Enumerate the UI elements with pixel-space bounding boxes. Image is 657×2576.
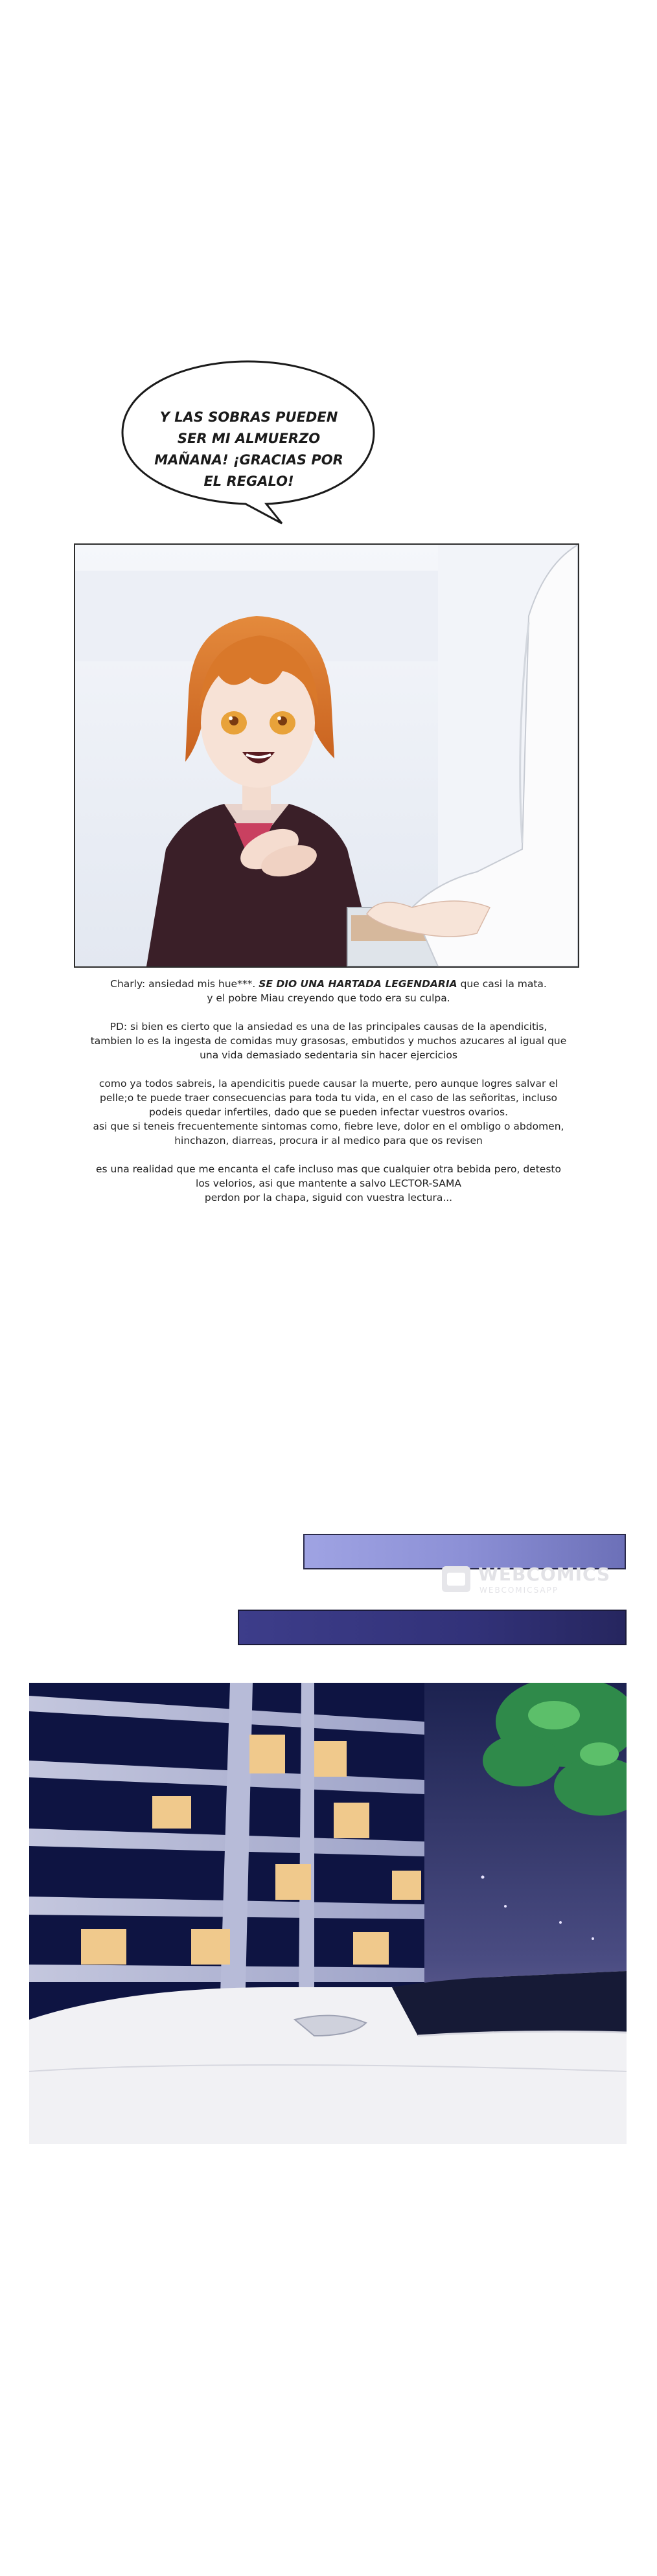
watermark-subtext: WEBCOMICSAPP xyxy=(479,1586,559,1595)
translator-notes xyxy=(78,977,579,1219)
night-building-car-illustration xyxy=(29,1683,627,2144)
note-paragraph xyxy=(78,977,579,1005)
note-text: podeis quedar infertiles, dado que se pueden infectar vuestros ovarios. xyxy=(148,1106,509,1118)
note-text: una vida demasiado sedentaria sin hacer ejercicios xyxy=(200,1049,457,1061)
note-text: PD: si bien es cierto que la ansiedad es una de las principales causas de la apendicitis, xyxy=(110,1021,548,1032)
watermark-brand: WEBCOMICS xyxy=(478,1564,611,1585)
note-emphasis: SE DIO UNA HARTADA LEGENDARIA xyxy=(259,978,457,990)
bubble-line: Y LAS SOBRAS PUEDEN xyxy=(159,409,338,425)
bubble-line: EL REGALO! xyxy=(203,473,294,489)
comic-panel-night-scene xyxy=(29,1683,627,2144)
comic-panel-girl xyxy=(74,543,579,968)
girl-illustration xyxy=(75,545,578,966)
note-text: que casi la mata. xyxy=(457,978,547,990)
note-paragraph xyxy=(78,1162,579,1205)
bubble-line: MAÑANA! ¡GRACIAS POR xyxy=(154,452,343,468)
note-text: y el pobre Miau creyendo que todo era su culpa. xyxy=(207,992,450,1004)
purple-bar-dark xyxy=(238,1610,627,1645)
note-text: asi que si teneis frecuentemente sintomas como, fiebre leve, dolor en el ombligo o abdomen, xyxy=(93,1121,564,1132)
note-paragraph xyxy=(78,1077,579,1148)
bubble-line: SER MI ALMUERZO xyxy=(177,431,321,446)
note-text: es una realidad que me encanta el cafe incluso mas que cualquier otra bebida pero, detesto xyxy=(96,1163,561,1175)
note-text: Charly: ansiedad mis hue***. xyxy=(110,978,259,990)
note-text: pelle;o te puede traer consecuencias para toda tu vida, en el caso de las señoritas, incluso xyxy=(99,1092,558,1104)
note-paragraph xyxy=(78,1020,579,1062)
speech-bubble-text xyxy=(152,407,345,492)
note-text: hinchazon, diarreas, procura ir al medico para que os revisen xyxy=(174,1135,483,1146)
note-text: como ya todos sabreis, la apendicitis puede causar la muerte, pero aunque logres salvar el xyxy=(98,1078,559,1089)
note-text: tambien lo es la ingesta de comidas muy grasosas, embutidos y muchos azucares al igual que xyxy=(90,1035,567,1047)
note-text: perdon por la chapa, siguid con vuestra lectura... xyxy=(204,1192,453,1203)
note-text: los velorios, asi que mantente a salvo LECTOR-SAMA xyxy=(196,1178,461,1189)
